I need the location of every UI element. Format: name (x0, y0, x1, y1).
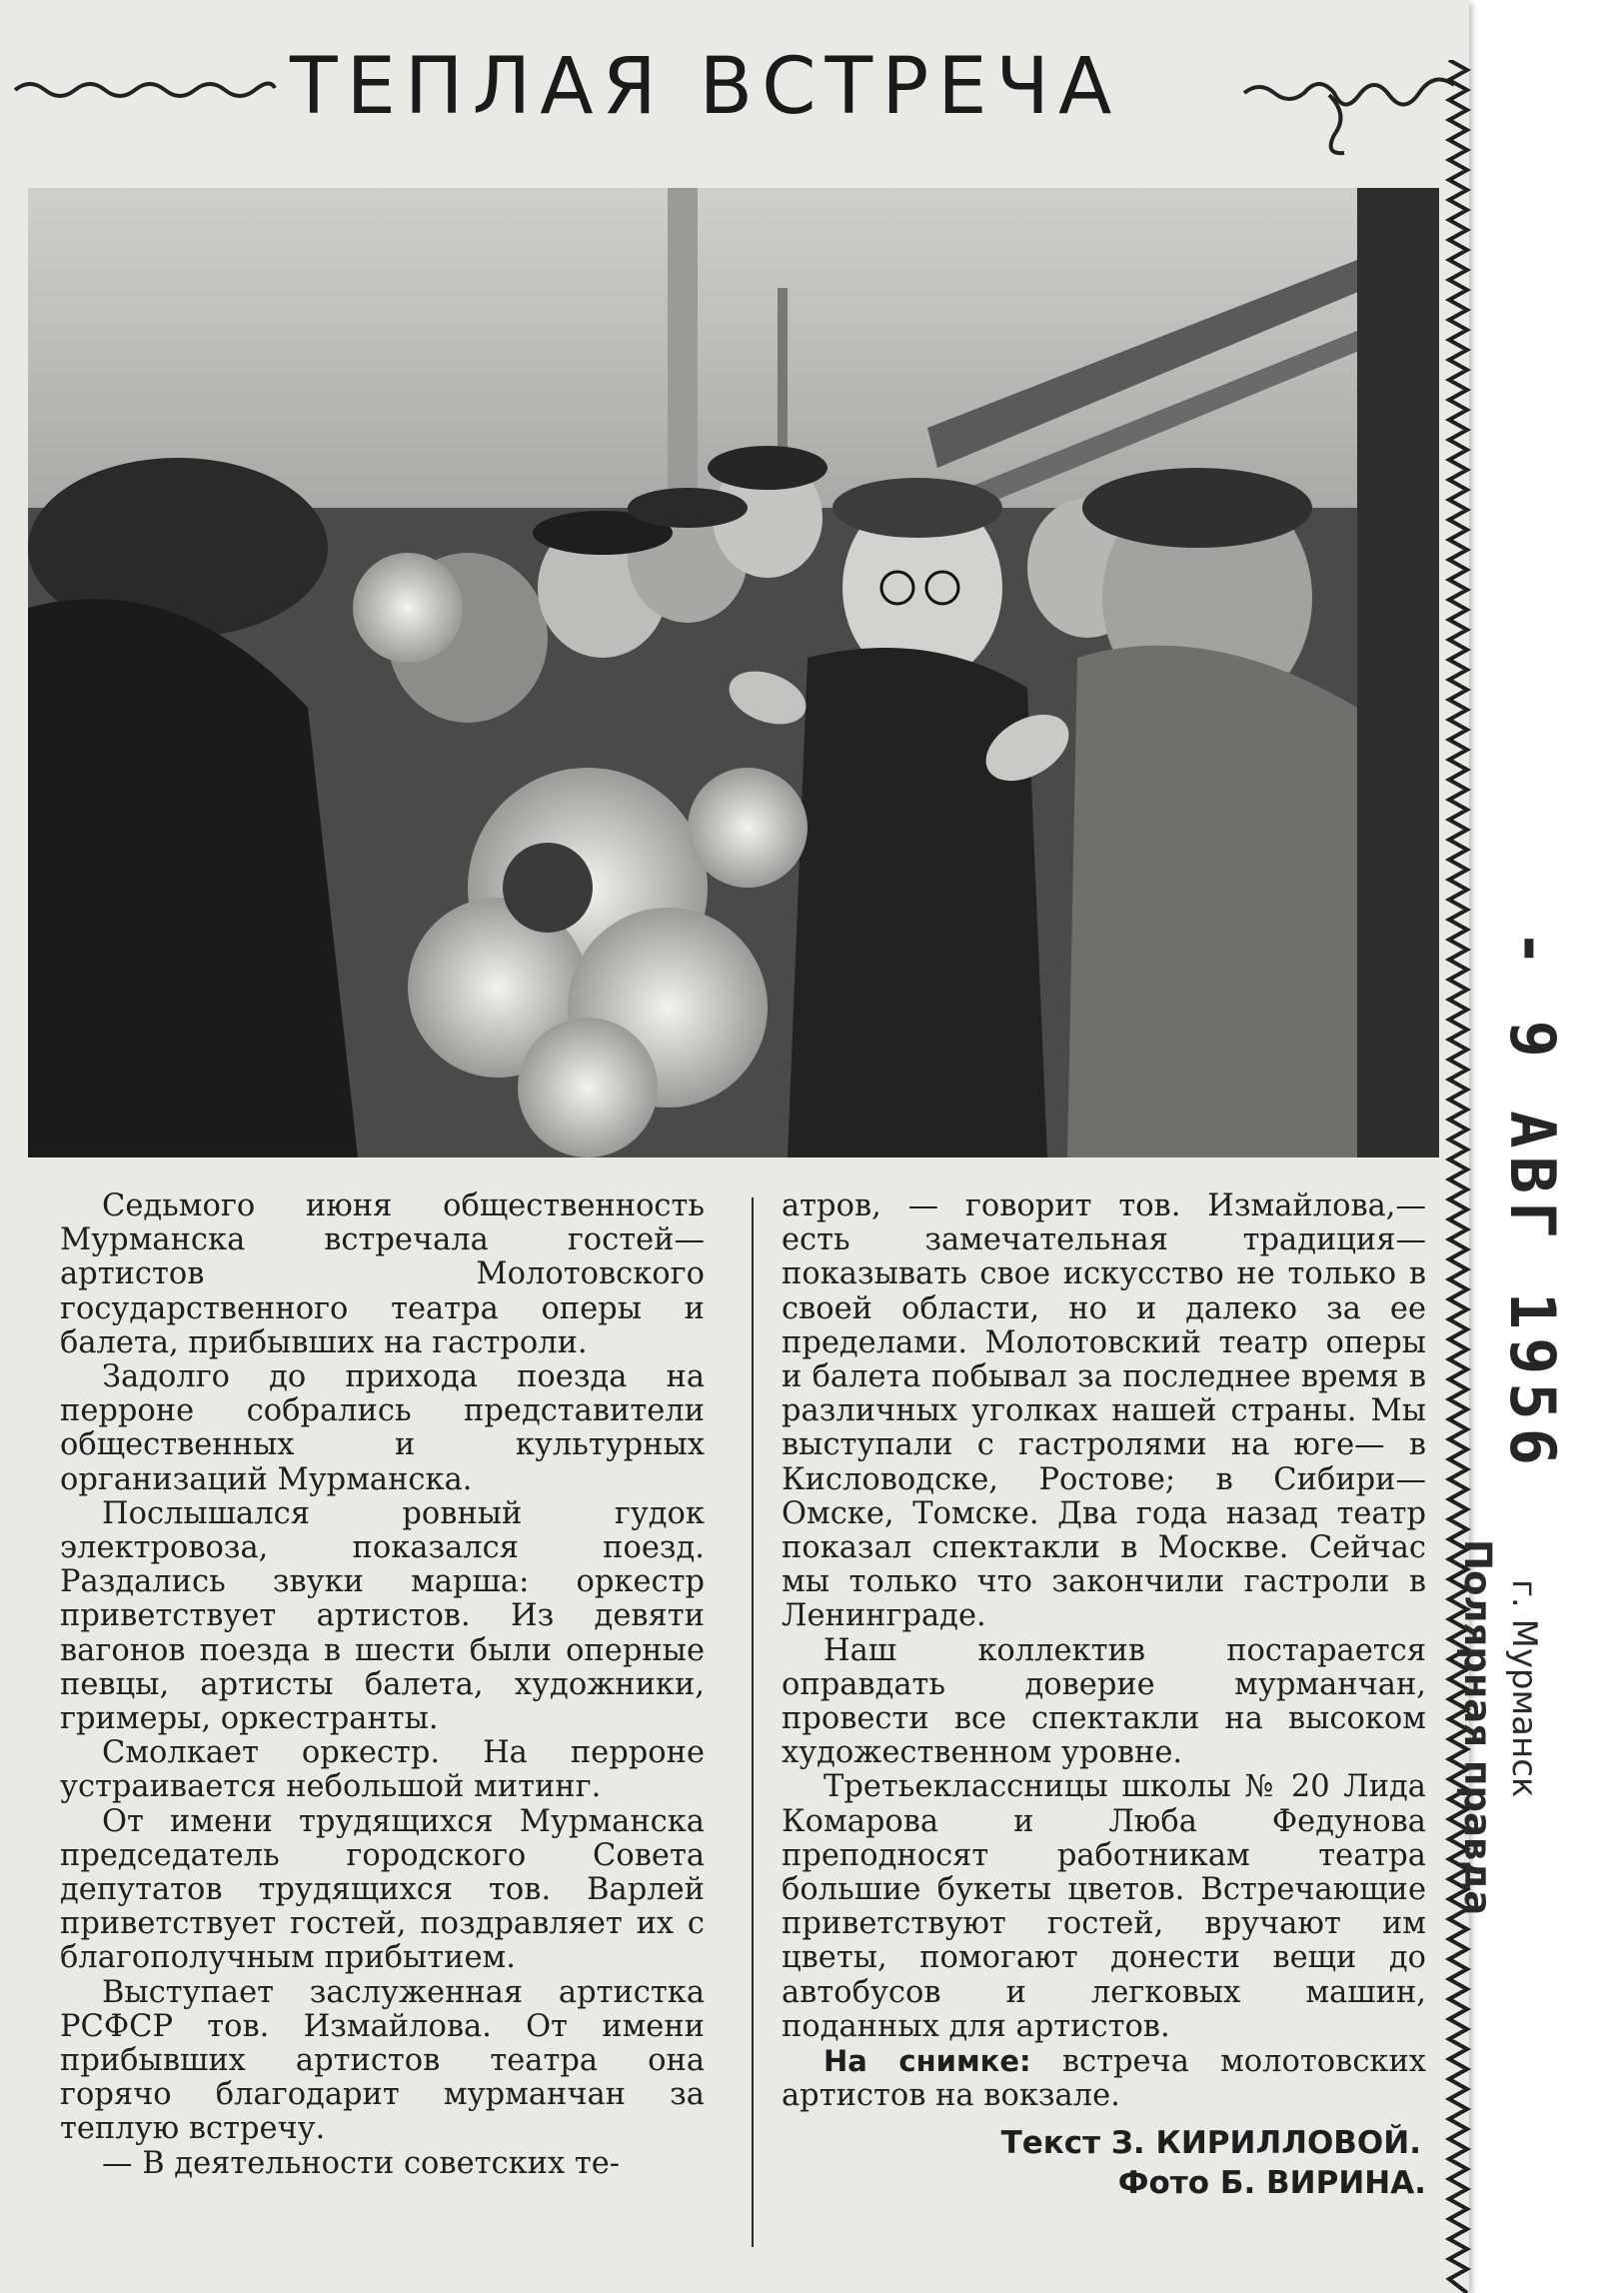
headline: ТЕПЛАЯ ВСТРЕЧА (290, 42, 1121, 132)
paragraph: Задолго до прихода поезда на перроне собрались представители общественных и культурных организаций Мурманска. (60, 1359, 705, 1497)
right-squiggle-ornament (1239, 55, 1459, 165)
paragraph: Третьеклассницы школы № 20 Лида Комарова и Люба Федунова преподносят работникам театра большие букеты цветов. Встречающие приветствуют гостей, вручают им цветы, помогают донести вещи до автобусов и легковых машин, поданных для артистов. (782, 1769, 1426, 2044)
left-squiggle-ornament (10, 68, 280, 108)
paragraph: Послышался ровный гудок электровоза, показался поезд. Раздались звуки марша: оркестр приветствует артистов. Из девяти вагонов поезда в шести были оперные певцы, артисты балета, художники, гримеры, оркестранты. (60, 1495, 705, 1737)
paragraph: От имени трудящихся Мурманска председатель городского Совета депутатов трудящихся тов. Варлей приветствует гостей, поздравляет их с благополучным прибытием. (60, 1803, 705, 1976)
torn-edge (1439, 60, 1479, 2293)
paragraph: атров, — говорит тов. Измайлова,— есть замечательная традиция—показывать свое искусство не только в своей области, но и далеко за ее пределами. Молотовский театр оперы и балета побывал за последнее время в различных уголках нашей страны. Мы выступали с гастролями на юге— в Кисловодске, Ростове; в Сибири—Омске, Томске. Два года назад театр показал спектакли в Москве. Сейчас мы только что закончили гастроли в Ленинграде. (782, 1188, 1426, 1634)
photo-credit: Фото Б. ВИРИНА. (1117, 2165, 1426, 2202)
text-credit: Текст З. КИРИЛЛОВОЙ. (1000, 2125, 1421, 2162)
credits (782, 2123, 1426, 2203)
date-stamp: - 9 АВГ 1956 (1496, 930, 1569, 1473)
paragraph: Выступает заслуженная артистка РСФСР тов. Измайлова. От имени прибывших артистов театра она горячо благодарит мурманчан за теплую встречу. (60, 1974, 705, 2147)
paragraph: Седьмого июня общественность Мурманска встречала гостей—артистов Молотовского государственного театра оперы и балета, прибывших на гастроли. (60, 1188, 705, 1360)
article-right-column (782, 1189, 1426, 2203)
article-left-column (60, 1189, 705, 2181)
news-photo (28, 188, 1439, 1157)
source-city: г. Мурманск (1504, 1579, 1544, 1798)
caption-text: встреча молотовских артистов на вокзале. (782, 2044, 1426, 2114)
paragraph: Наш коллектив постарается оправдать доверие мурманчан, провести все спектакли на высоком художественном уровне. (782, 1632, 1426, 1771)
paragraph: Смолкает оркестр. На перроне устраивается небольшой митинг. (60, 1735, 705, 1805)
column-divider (752, 1197, 754, 2247)
newspaper-source: Полярная правда (1456, 1539, 1499, 1916)
caption-lead: На снимке: (823, 2044, 1031, 2079)
photo-caption (782, 2044, 1426, 2113)
paragraph: — В деятельности советских те- (102, 2145, 621, 2181)
